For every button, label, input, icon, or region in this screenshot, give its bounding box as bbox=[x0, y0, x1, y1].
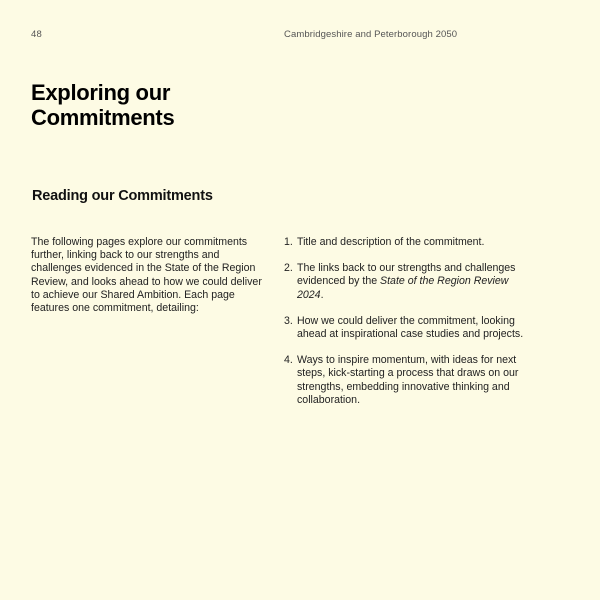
list-item-number: 2. bbox=[284, 262, 293, 275]
commitment-details-list bbox=[284, 236, 524, 420]
intro-paragraph: The following pages explore our commitments further, linking back to our strengths and challenges evidenced in the State of the Region Review, and looks ahead to how we could deliver to achieve our Shared Ambition. Each page features one commitment, detailing: bbox=[31, 236, 262, 315]
document-title: Cambridgeshire and Peterborough 2050 bbox=[284, 29, 458, 40]
list-item-text: Ways to inspire momentum, with ideas for next steps, kick-starting a process that draws on our strengths, embedding innovative thinking and collaboration. bbox=[297, 354, 519, 406]
list-item-text-lead: The links back to our strengths and challenges evidenced by the bbox=[297, 262, 516, 288]
list-item-text bbox=[297, 262, 524, 302]
page-heading: Exploring our Commitments bbox=[31, 80, 175, 130]
section-subheading: Reading our Commitments bbox=[32, 188, 213, 204]
list-item-number: 1. bbox=[284, 236, 293, 248]
report-title-emphasis: State of the Region Review 2024 bbox=[297, 275, 509, 301]
list-item-text-trail: . bbox=[320, 288, 324, 301]
list-item bbox=[284, 236, 524, 249]
list-item bbox=[284, 315, 524, 341]
list-item bbox=[284, 262, 524, 302]
page-number: 48 bbox=[31, 29, 42, 40]
list-item-text: Title and description of the commitment. bbox=[297, 236, 485, 248]
list-item-number: 4. bbox=[284, 354, 293, 367]
list-item-text: How we could deliver the commitment, looking ahead at inspirational case studies and projects. bbox=[297, 314, 524, 341]
list-item-number: 3. bbox=[284, 314, 293, 327]
list-item bbox=[284, 354, 524, 407]
